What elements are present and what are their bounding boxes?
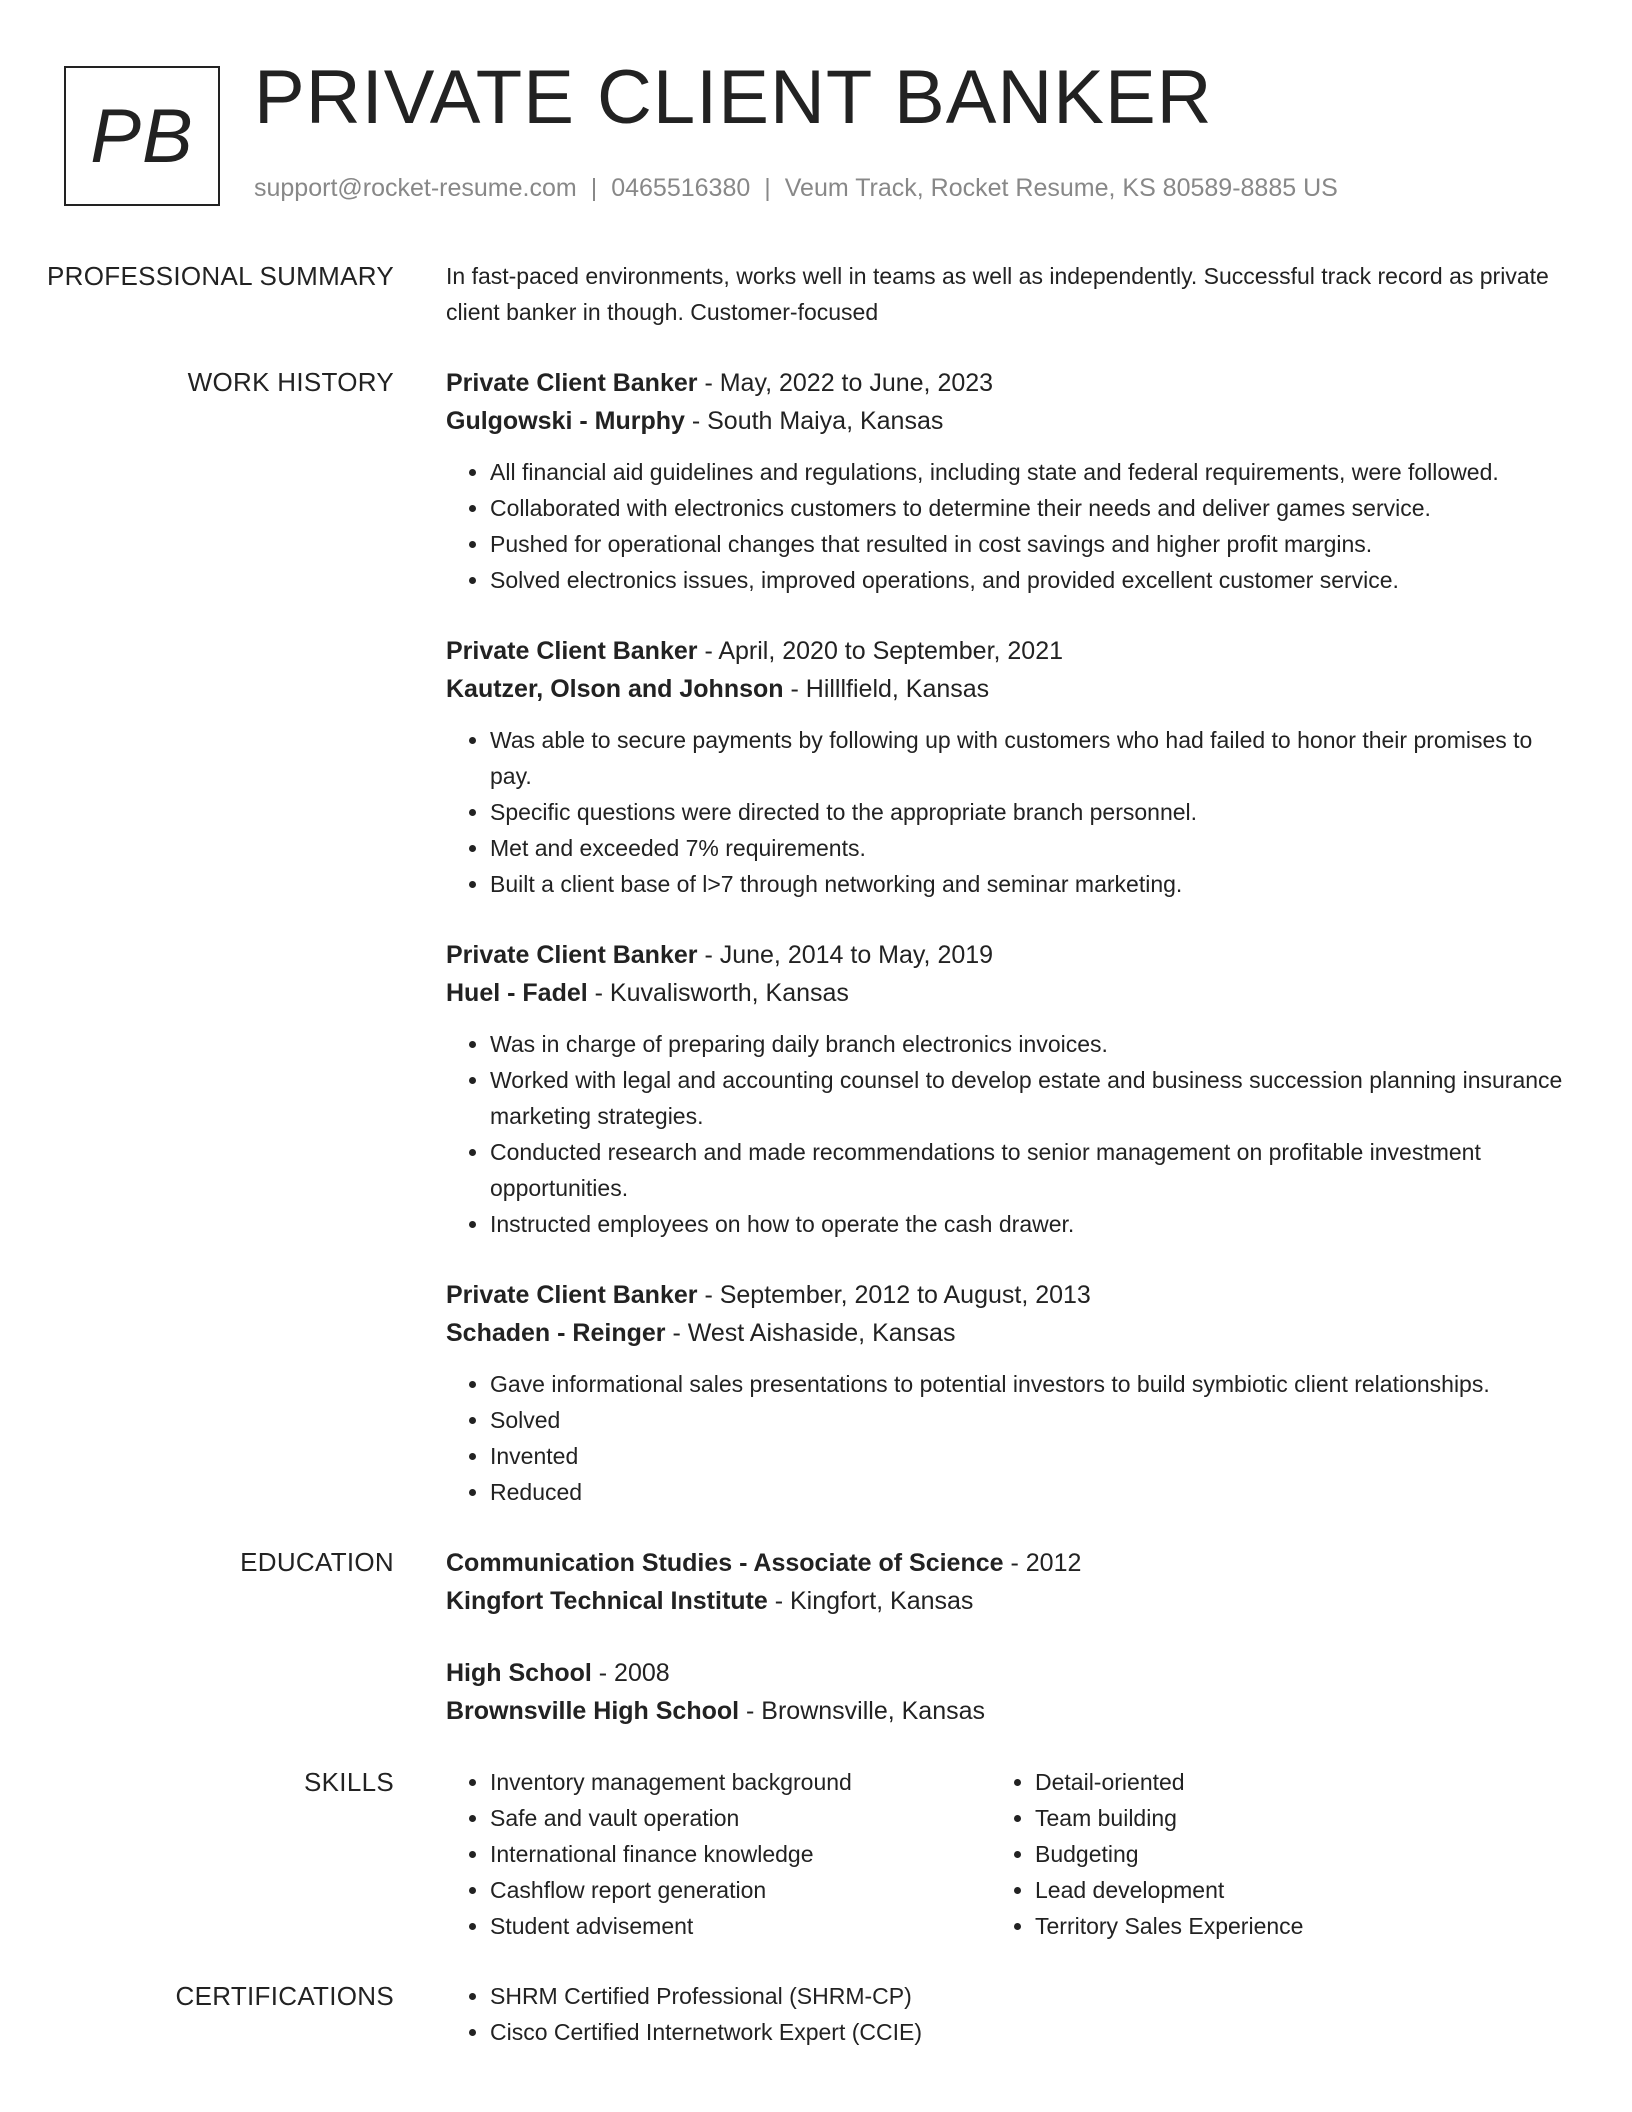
education-year: - 2012 (1003, 1549, 1082, 1577)
skill-item: • Lead development (1035, 1872, 1536, 1908)
education-degree: Communication Studies - Associate of Science (446, 1549, 1004, 1577)
job-location: - Kuvalisworth, Kansas (587, 979, 849, 1007)
skills-columns (446, 1764, 1572, 1944)
job-title: Private Client Banker (446, 1281, 698, 1309)
job-company: Schaden - Reinger (446, 1319, 666, 1347)
contact-line (254, 174, 1338, 203)
job-dates: - April, 2020 to September, 2021 (697, 637, 1064, 665)
job-dates: - September, 2012 to August, 2013 (697, 1281, 1091, 1309)
job-bullet: • Conducted research and made recommendations to senior management on profitable investment opportunities. (490, 1134, 1572, 1206)
section-label-skills: SKILLS (304, 1767, 394, 1797)
education-school: Kingfort Technical Institute (446, 1587, 768, 1615)
section-label-education: EDUCATION (240, 1547, 394, 1577)
job-location: - West Aishaside, Kansas (665, 1319, 956, 1347)
job-bullets (446, 454, 1572, 598)
contact-address: Veum Track, Rocket Resume, KS 80589-8885 US (784, 174, 1338, 202)
education-entry (446, 1654, 1572, 1730)
education-school: Brownsville High School (446, 1697, 740, 1725)
job-bullet: • All financial aid guidelines and regulations, including state and federal requirements, were followed. (490, 454, 1572, 490)
education-degree: High School (446, 1659, 592, 1687)
summary-text: In fast-paced environments, works well in teams as well as independently. Successful track record as private client banker in though. Customer-focused (446, 263, 1549, 325)
job-entry (446, 936, 1572, 1242)
job-bullet: • Instructed employees on how to operate the cash drawer. (490, 1206, 1572, 1242)
education-location: - Brownsville, Kansas (739, 1697, 986, 1725)
job-entry (446, 364, 1572, 598)
skill-item: • Safe and vault operation (490, 1800, 991, 1836)
job-location: - Hilllfield, Kansas (783, 675, 990, 703)
job-bullet: • Specific questions were directed to the appropriate branch personnel. (490, 794, 1572, 830)
education-section (0, 1544, 1632, 1730)
job-title: Private Client Banker (446, 941, 698, 969)
skills-list-right (991, 1764, 1536, 1944)
skill-item: • Cashflow report generation (490, 1872, 991, 1908)
page-title: PRIVATE CLIENT BANKER (254, 55, 1213, 140)
job-title: Private Client Banker (446, 369, 698, 397)
skill-item: • Detail-oriented (1035, 1764, 1536, 1800)
job-bullet: • Was able to secure payments by following up with customers who had failed to honor their promises to pay. (490, 722, 1572, 794)
certification-item: • Cisco Certified Internetwork Expert (CCIE) (490, 2014, 1572, 2050)
job-dates: - June, 2014 to May, 2019 (697, 941, 994, 969)
job-bullets (446, 1026, 1572, 1242)
section-label-work-history: WORK HISTORY (187, 367, 394, 397)
skill-item: • Student advisement (490, 1908, 991, 1944)
contact-separator: | (590, 174, 598, 202)
work-history-section (0, 364, 1632, 1510)
job-bullet: • Met and exceeded 7% requirements. (490, 830, 1572, 866)
skill-item: • Team building (1035, 1800, 1536, 1836)
certification-item: • SHRM Certified Professional (SHRM-CP) (490, 1978, 1572, 2014)
job-company: Huel - Fadel (446, 979, 588, 1007)
skills-list-left (446, 1764, 991, 1944)
job-entry (446, 632, 1572, 902)
job-company: Kautzer, Olson and Johnson (446, 675, 784, 703)
job-dates: - May, 2022 to June, 2023 (697, 369, 994, 397)
summary-section (0, 258, 1632, 330)
job-bullet: • Pushed for operational changes that resulted in cost savings and higher profit margins. (490, 526, 1572, 562)
job-bullet: • Collaborated with electronics customers to determine their needs and deliver games service. (490, 490, 1572, 526)
skill-item: • Budgeting (1035, 1836, 1536, 1872)
job-bullet: • Solved (490, 1402, 1572, 1438)
section-label-certifications: CERTIFICATIONS (175, 1981, 394, 2011)
education-location: - Kingfort, Kansas (767, 1587, 974, 1615)
job-bullet: • Gave informational sales presentations to potential investors to build symbiotic client relationships. (490, 1366, 1572, 1402)
job-bullets (446, 722, 1572, 902)
section-label-summary: PROFESSIONAL SUMMARY (47, 261, 394, 291)
job-bullet: • Solved electronics issues, improved operations, and provided excellent customer service. (490, 562, 1572, 598)
education-entry (446, 1544, 1572, 1620)
education-year: - 2008 (591, 1659, 670, 1687)
contact-email: support@rocket-resume.com (254, 174, 577, 202)
contact-separator: | (764, 174, 771, 202)
job-bullet: • Was in charge of preparing daily branch electronics invoices. (490, 1026, 1572, 1062)
certifications-section (0, 1978, 1632, 2050)
job-entry (446, 1276, 1572, 1510)
job-company: Gulgowski - Murphy (446, 407, 685, 435)
certifications-list (446, 1978, 1572, 2050)
skill-item: • International finance knowledge (490, 1836, 991, 1872)
job-bullet: • Reduced (490, 1474, 1572, 1510)
job-bullet: • Built a client base of l>7 through networking and seminar marketing. (490, 866, 1572, 902)
job-bullet: • Worked with legal and accounting counsel to develop estate and business succession planning insurance marketing strategies. (490, 1062, 1572, 1134)
job-bullets (446, 1366, 1572, 1510)
job-title: Private Client Banker (446, 637, 698, 665)
resume-content (0, 258, 1632, 2084)
job-location: - South Maiya, Kansas (684, 407, 944, 435)
job-bullet: • Invented (490, 1438, 1572, 1474)
skill-item: • Territory Sales Experience (1035, 1908, 1536, 1944)
skill-item: • Inventory management background (490, 1764, 991, 1800)
monogram-logo: PB (64, 66, 220, 206)
contact-phone: 0465516380 (611, 174, 751, 202)
skills-section (0, 1764, 1632, 1944)
